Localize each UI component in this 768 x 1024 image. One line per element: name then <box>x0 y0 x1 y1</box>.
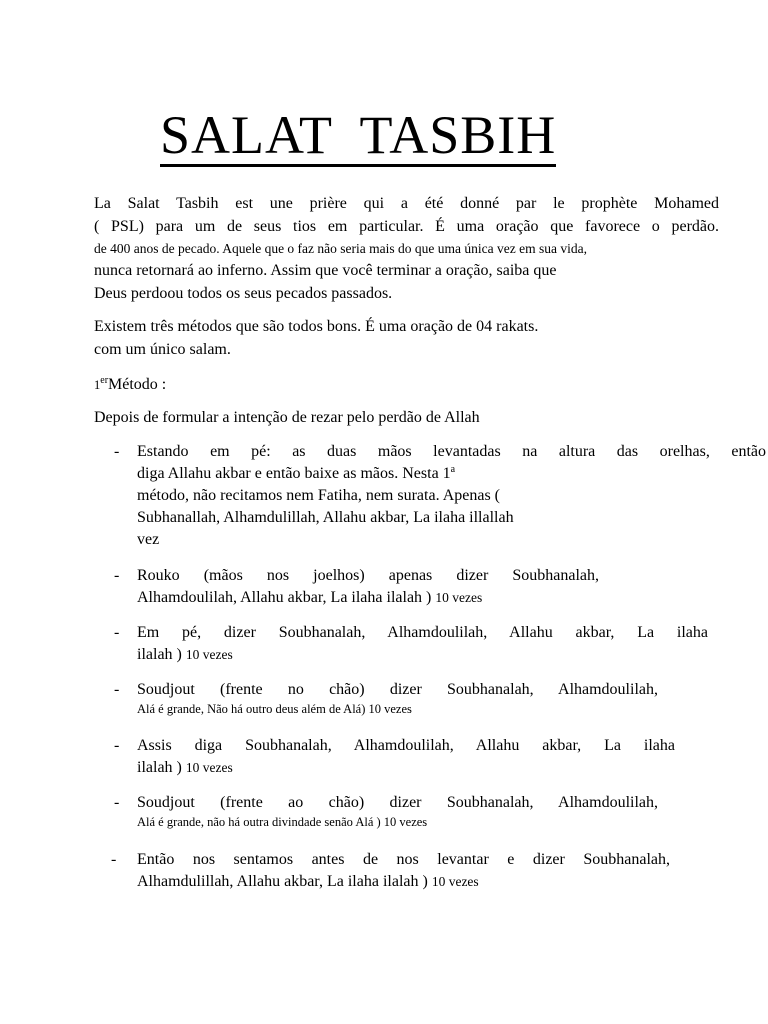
step-line: Alá é grande, Não há outro deus além de Alá) 10 vezes <box>137 702 412 716</box>
list-dash: - <box>114 737 120 754</box>
intro-line-1: La Salat Tasbih est une prière qui a été donné par le prophète Mohamed <box>94 195 719 212</box>
intro-line-3: de 400 anos de pecado. Aquele que o faz não seria mais do que uma única vez em sua vida, <box>94 241 587 256</box>
list-dash: - <box>114 443 120 460</box>
intro-line-4: nunca retornará ao inferno. Assim que você terminar a oração, saiba que <box>94 262 557 279</box>
method-sup: er <box>100 375 109 386</box>
step-sup: a <box>450 464 456 475</box>
step-line: método, não recitamos nem Fatiha, nem surata. Apenas ( <box>137 487 501 504</box>
step-line: Soudjout (frente no chão) dizer Soubhanalah, Alhamdoulilah, <box>137 681 658 698</box>
list-dash: - <box>111 851 117 868</box>
methods-line-1: Existem três métodos que são todos bons. É uma oração de 04 rakats. <box>94 318 539 335</box>
step-line: Em pé, dizer Soubhanalah, Alhamdoulilah, Allahu akbar, La ilaha <box>137 624 708 641</box>
method-label: Método : <box>108 376 167 393</box>
step-line: diga Allahu akbar e então baixe as mãos. Nesta 1 <box>137 465 451 482</box>
step-count: 10 vezes <box>185 647 233 662</box>
step-line: Alhamdoulilah, Allahu akbar, La ilaha ilalah ) <box>137 589 436 606</box>
step-line: Soudjout (frente ao chão) dizer Soubhanalah, Alhamdoulilah, <box>137 794 658 811</box>
step-line: Assis diga Soubhanalah, Alhamdoulilah, Allahu akbar, La ilaha <box>137 737 675 754</box>
list-dash: - <box>114 681 120 698</box>
step-line: Subhanallah, Alhamdulillah, Allahu akbar, La ilaha illallah <box>137 509 514 526</box>
list-dash: - <box>114 794 120 811</box>
method-number: 1 <box>94 378 101 392</box>
page-title: SALAT TASBIH <box>160 105 557 165</box>
step-line: vez <box>137 531 160 548</box>
list-dash: - <box>114 624 120 641</box>
intention-text: Depois de formular a intenção de rezar pelo perdão de Allah <box>94 409 480 426</box>
step-line: Então nos sentamos antes de nos levantar e dizer Soubhanalah, <box>137 851 670 868</box>
step-line: ilalah ) <box>137 759 186 776</box>
step-line: Alá é grande, não há outra divindade senão Alá ) 10 vezes <box>137 815 428 829</box>
step-line: Rouko (mãos nos joelhos) apenas dizer Soubhanalah, <box>137 567 599 584</box>
step-count: 10 vezes <box>435 590 483 605</box>
method-heading <box>94 374 719 397</box>
step-line: ilalah ) <box>137 646 186 663</box>
intention-line <box>94 407 719 430</box>
intro-paragraph <box>94 193 719 305</box>
step-count: 10 vezes <box>431 874 479 889</box>
intro-line-5: Deus perdoou todos os seus pecados passados. <box>94 284 393 302</box>
methods-line-2: com um único salam. <box>94 340 231 358</box>
step-line: Estando em pé: as duas mãos levantadas na altura das orelhas, então <box>137 443 766 460</box>
step-count: 10 vezes <box>185 760 233 775</box>
methods-paragraph <box>94 316 719 361</box>
list-dash: - <box>114 567 120 584</box>
step-line: Alhamdulillah, Allahu akbar, La ilaha ilalah ) <box>137 873 432 890</box>
intro-line-2: ( PSL) para um de seus tios em particular. É uma oração que favorece o perdão. <box>94 217 719 235</box>
